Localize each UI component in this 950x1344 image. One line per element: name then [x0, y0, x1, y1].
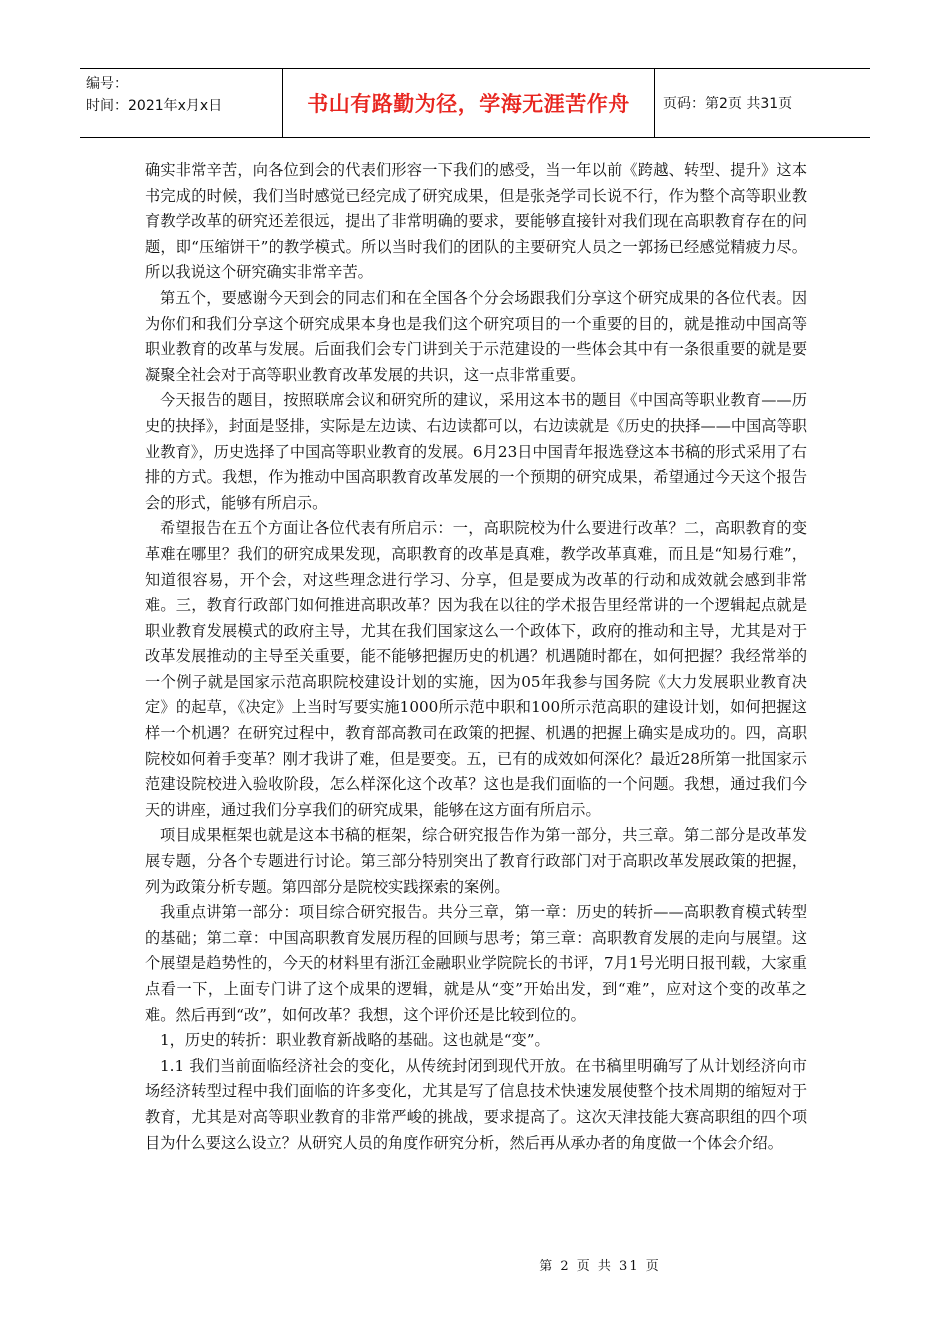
document-body — [145, 158, 807, 1156]
page-footer: 第 2 页 共 31 页 — [539, 1259, 661, 1274]
page-header — [80, 68, 870, 138]
paragraph-2: 第五个，要感谢今天到会的同志们和在全国各个分会场跟我们分享这个研究成果的各位代表。因为你们和我们分享这个研究成果本身也是我们这个研究项目的一个重要的目的，就是推动中国高等职业教育的改革与发展。后面我们会专门讲到关于示范建设的一些体会其中有一条很重要的就是要凝聚全社会对于高等职业教育改革发展的共识，这一点非常重要。 — [145, 288, 807, 384]
paragraph-5: 项目成果框架也就是这本书稿的框架，综合研究报告作为第一部分，共三章。第二部分是改革发展专题，分各个专题进行讨论。第三部分特别突出了教育行政部门对于高职改革发展政策的把握，列为政策分析专题。第四部分是院校实践探索的案例。 — [145, 826, 807, 896]
number-label: 编号： — [86, 76, 128, 92]
paragraph-3: 今天报告的题目，按照联席会议和研究所的建议，采用这本书的题目《中国高等职业教育——历史的抉择》，封面是竖排，实际是左边读、右边读都可以，右边读就是《历史的抉择——中国高等职业教育》，历史选择了中国高等职业教育的发展。6月23日中国青年报选登这本书稿的形式采用了右排的方式。我想，作为推动中国高职教育改革发展的一个预期的研究成果，希望通过今天这个报告会的形式，能够有所启示。 — [145, 391, 807, 512]
paragraph-7: 1，历史的转折：职业教育新战略的基础。这也就是“变”。 — [160, 1031, 550, 1050]
paragraph-6: 我重点讲第一部分：项目综合研究报告。共分三章，第一章：历史的转折——高职教育模式转型的基础；第二章：中国高职教育发展历程的回顾与思考；第三章：高职教育发展的走向与展望。这个展望是趋势性的，今天的材料里有浙江金融职业学院院长的书评，7月1号光明日报刊载，大家重点看一下，上面专门讲了这个成果的逻辑，就是从“变”开始出发，到“难”，应对这个变的改革之难。然后再到“改”，如何改革？我想，这个评价还是比较到位的。 — [145, 903, 807, 1024]
header-page-label: 页码：第2页 共31页 — [663, 96, 793, 112]
header-meta — [80, 69, 283, 137]
header-motto: 书山有路勤为径，学海无涯苦作舟 — [283, 69, 655, 137]
paragraph-8: 1.1 我们当前面临经济社会的变化，从传统封闭到现代开放。在书稿里明确写了从计划经济向市场经济转型过程中我们面临的许多变化，尤其是写了信息技术快速发展使整个技术周期的缩短对于教育，尤其是对高等职业教育的非常严峻的挑战，要求提高了。这次天津技能大赛高职组的四个项目为什么要这么设立？从研究人员的角度作研究分析，然后再从承办者的角度做一个体会介绍。 — [145, 1056, 807, 1152]
paragraph-1: 确实非常辛苦，向各位到会的代表们形容一下我们的感受，当一年以前《跨越、转型、提升》这本书完成的时候，我们当时感觉已经完成了研究成果，但是张尧学司长说不行，作为整个高等职业教育教学改革的研究还差很远，提出了非常明确的要求，要能够直接针对我们现在高职教育存在的问题，即“压缩饼干”的教学模式。所以当时我们的团队的主要研究人员之一郭扬已经感觉精疲力尽。所以我说这个研究确实非常辛苦。 — [145, 161, 807, 282]
paragraph-4: 希望报告在五个方面让各位代表有所启示：一，高职院校为什么要进行改革？二，高职教育的变革难在哪里？我们的研究成果发现，高职教育的改革是真难，教学改革真难，而且是“知易行难”，知道很容易，开个会，对这些理念进行学习、分享，但是要成为改革的行动和成效就会感到非常难。三，教育行政部门如何推进高职改革？因为我在以往的学术报告里经常讲的一个逻辑起点就是职业教育发展模式的政府主导，尤其在我们国家这么一个政体下，政府的推动和主导，尤其是对于改革发展推动的主导至关重要，能不能够把握历史的机遇？机遇随时都在，如何把握？我经常举的一个例子就是国家示范高职院校建设计划的实施，因为05年我参与国务院《大力发展职业教育决定》的起草，《决定》上当时写要实施1000所示范中职和100所示范高职的建设计划，如何把握这样一个机遇？在研究过程中，教育部高教司在政策的把握、机遇的把握上确实是成功的。四，高职院校如何着手变革？刚才我讲了难，但是要变。五，已有的成效如何深化？最近28所第一批国家示范建设院校进入验收阶段，怎么样深化这个改革？这也是我们面临的一个问题。我想，通过我们今天的讲座，通过我们分享我们的研究成果，能够在这方面有所启示。 — [145, 519, 807, 819]
date-label: 时间：2021年x月x日 — [86, 98, 223, 114]
